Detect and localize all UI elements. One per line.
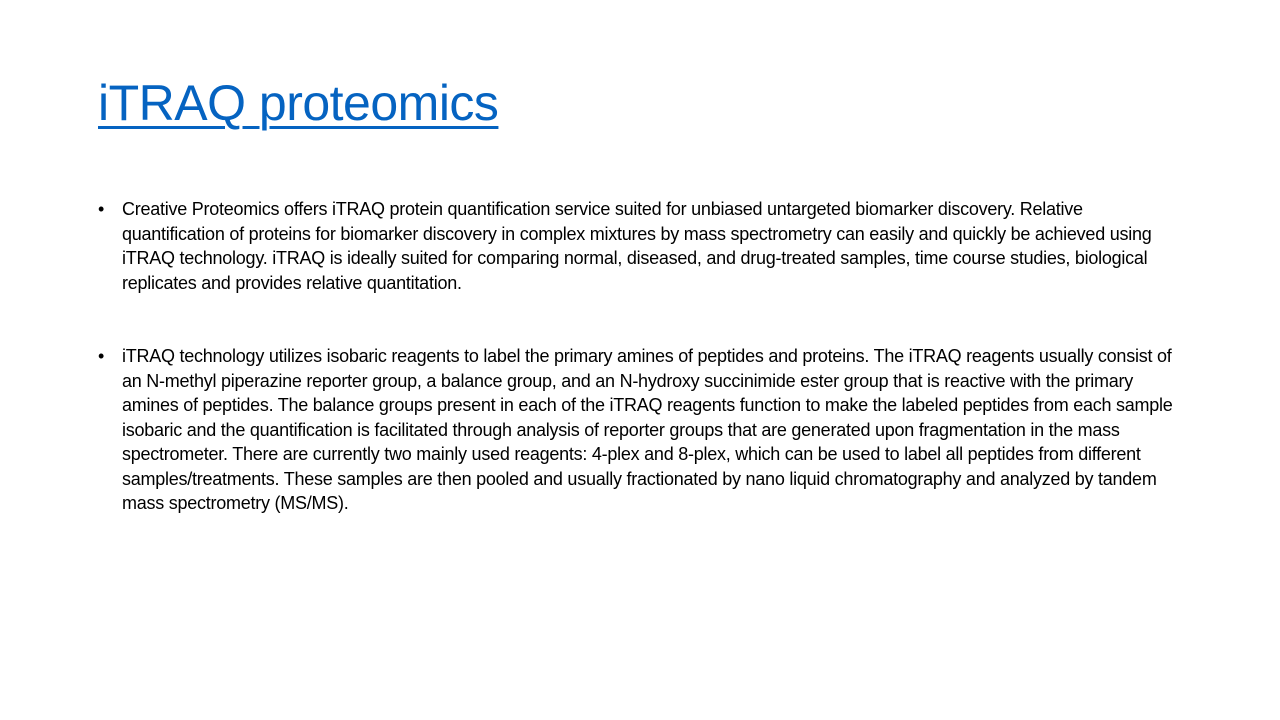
bullet-item-1 [98, 197, 1183, 295]
bullet-text-1: Creative Proteomics offers iTRAQ protein quantification service suited for unbiased untargeted biomarker discovery. Relative quantification of proteins for biomarker discovery in complex mixtures by mass spectrometry can easily and quickly be achieved using iTRAQ technology. iTRAQ is ideally suited for comparing normal, diseased, and drug-treated samples, time course studies, biological replicates and provides relative quantitation. [122, 199, 1152, 293]
slide-title-link[interactable]: iTRAQ proteomics [98, 75, 499, 131]
bullet-text-2: iTRAQ technology utilizes isobaric reagents to label the primary amines of peptides and proteins. The iTRAQ reagents usually consist of an N-methyl piperazine reporter group, a balance group, and an N-hydroxy succinimide ester group that is reactive with the primary amines of peptides. The balance groups present in each of the iTRAQ reagents function to make the labeled peptides from each sample isobaric and the quantification is facilitated through analysis of reporter groups that are generated upon fragmentation in the mass spectrometer. There are currently two mainly used reagents: 4-plex and 8-plex, which can be used to label all peptides from different samples/treatments. These samples are then pooled and usually fractionated by nano liquid chromatography and analyzed by tandem mass spectrometry (MS/MS). [122, 346, 1173, 513]
bullet-marker: • [98, 199, 105, 219]
bullet-list [98, 197, 1183, 516]
bullet-marker: • [98, 346, 105, 366]
bullet-item-2 [98, 344, 1183, 516]
